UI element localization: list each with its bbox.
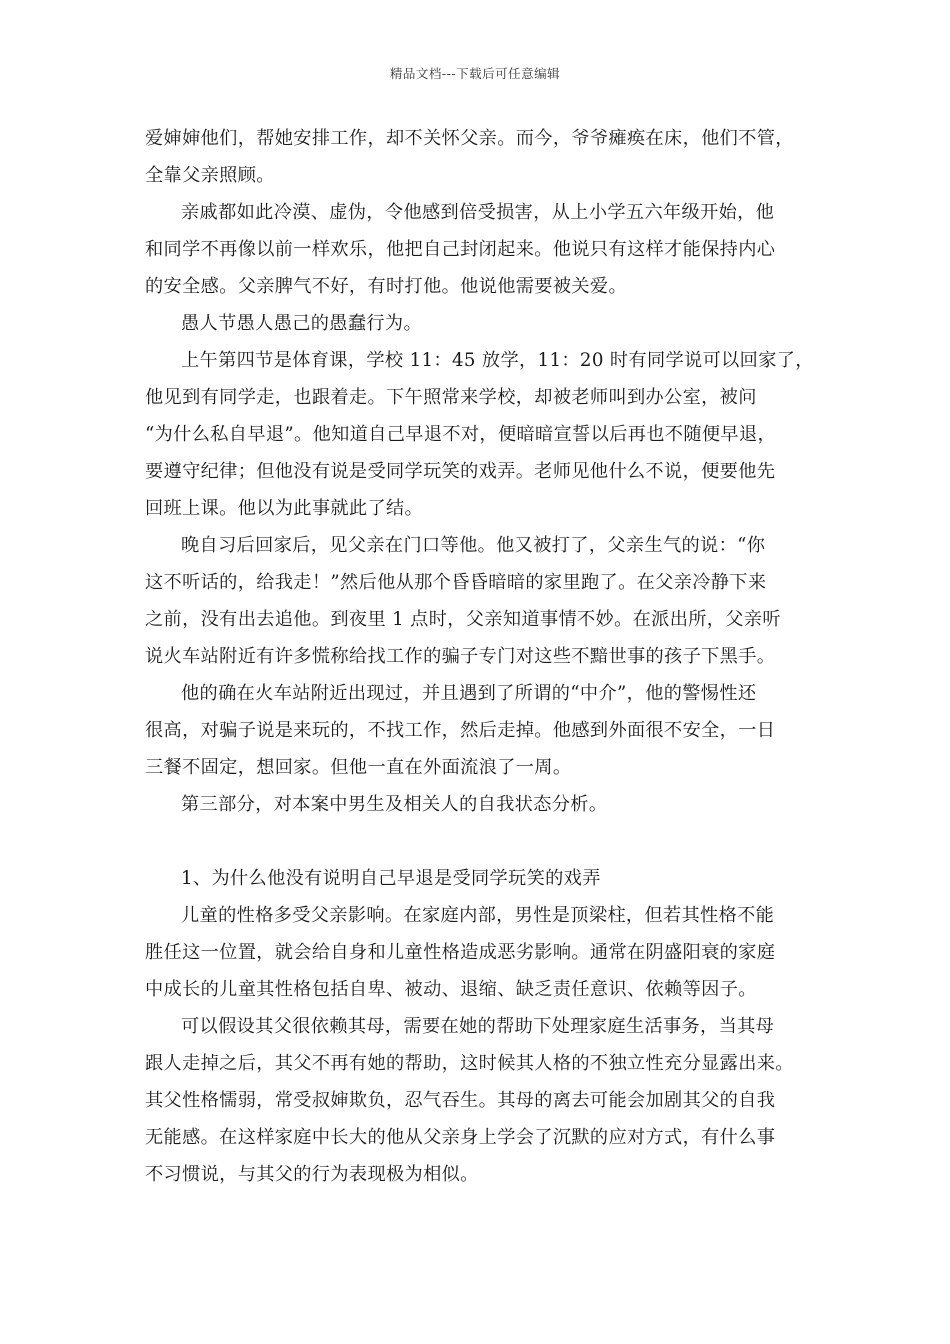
text-line: 他见到有同学走，也跟着走。下午照常来学校，却被老师叫到办公室，被问 — [145, 387, 757, 408]
text-line: 的安全感。父亲脾气不好，有时打他。他说他需要被关爱。 — [145, 276, 627, 297]
text-line: 之前，没有出去追他。到夜里 1 点时，父亲知道事情不妙。在派出所，父亲听 — [145, 609, 781, 630]
text-line: “为什么私自早退”。他知道自己早退不对，便暗暗宣誓以后再也不随便早退， — [145, 424, 777, 445]
text-line: 愚人节愚人愚己的愚蠢行为。 — [181, 313, 422, 334]
text-line: 无能感。在这样家庭中长大的他从父亲身上学会了沉默的应对方式，有什么事 — [145, 1127, 776, 1148]
blank-line — [145, 823, 810, 860]
text-line: 这不听话的，给我走！”然后他从那个昏昏暗暗的家里跑了。在父亲冷静下来 — [145, 572, 767, 593]
text-line: 1、为什么他没有说明自己早退是受同学玩笑的戏弄 — [181, 868, 601, 889]
text-line: 说火车站附近有许多慌称给找工作的骗子专门对这些不黯世事的孩子下黑手。 — [145, 646, 776, 667]
text-line: 其父性格懦弱，常受叔婶欺负，忍气吞生。其母的离去可能会加剧其父的自我 — [145, 1090, 776, 1111]
text-line: 爱婶婶他们，帮她安排工作，却不关怀父亲。而今，爷爷瘫痪在床，他们不管， — [145, 128, 794, 149]
text-line: 第三部分，对本案中男生及相关人的自我状态分析。 — [181, 794, 608, 815]
text-line: 不习惯说，与其父的行为表现极为相似。 — [145, 1164, 479, 1185]
text-line: 上午第四节是体育课，学校 11：45 放学，11：20 时有同学说可以回家了， — [181, 350, 814, 371]
text-line: 回班上课。他以为此事就此了结。 — [145, 498, 424, 519]
text-line: 亲戚都如此冷漠、虚伪，令他感到倍受损害，从上小学五六年级开始，他 — [181, 202, 775, 223]
text-line: 很高，对骗子说是来玩的，不找工作，然后走掉。他感到外面很不安全，一日 — [145, 720, 776, 741]
page-header: 精品文档---下载后可任意编辑 — [389, 66, 561, 81]
text-line: 他的确在火车站附近出现过，并且遇到了所谓的“中介”，他的警惕性还 — [181, 683, 757, 704]
text-line: 三餐不固定，想回家。但他一直在外面流浪了一周。 — [145, 757, 572, 778]
text-line: 全靠父亲照顾。 — [145, 165, 275, 186]
text-line: 胜任这一位置，就会给自身和儿童性格造成恶劣影响。通常在阴盛阳衰的家庭 — [145, 942, 776, 963]
text-line: 要遵守纪律；但他没有说是受同学玩笑的戏弄。老师见他什么不说，便要他先 — [145, 461, 776, 482]
text-line: 晚自习后回家后，见父亲在门口等他。他又被打了，父亲生气的说：“你 — [181, 535, 766, 556]
document-body — [145, 120, 814, 1193]
text-line: 儿童的性格多受父亲影响。在家庭内部，男性是顶梁柱，但若其性格不能 — [181, 905, 775, 926]
text-line: 中成长的儿童其性格包括自卑、被动、退缩、缺乏责任意识、依赖等因子。 — [145, 979, 757, 1000]
text-line: 可以假设其父很依赖其母，需要在她的帮助下处理家庭生活事务，当其母 — [181, 1016, 775, 1037]
text-line: 和同学不再像以前一样欢乐，他把自己封闭起来。他说只有这样才能保持内心 — [145, 239, 776, 260]
text-line: 跟人走掉之后，其父不再有她的帮助，这时候其人格的不独立性充分显露出来。 — [145, 1053, 794, 1074]
